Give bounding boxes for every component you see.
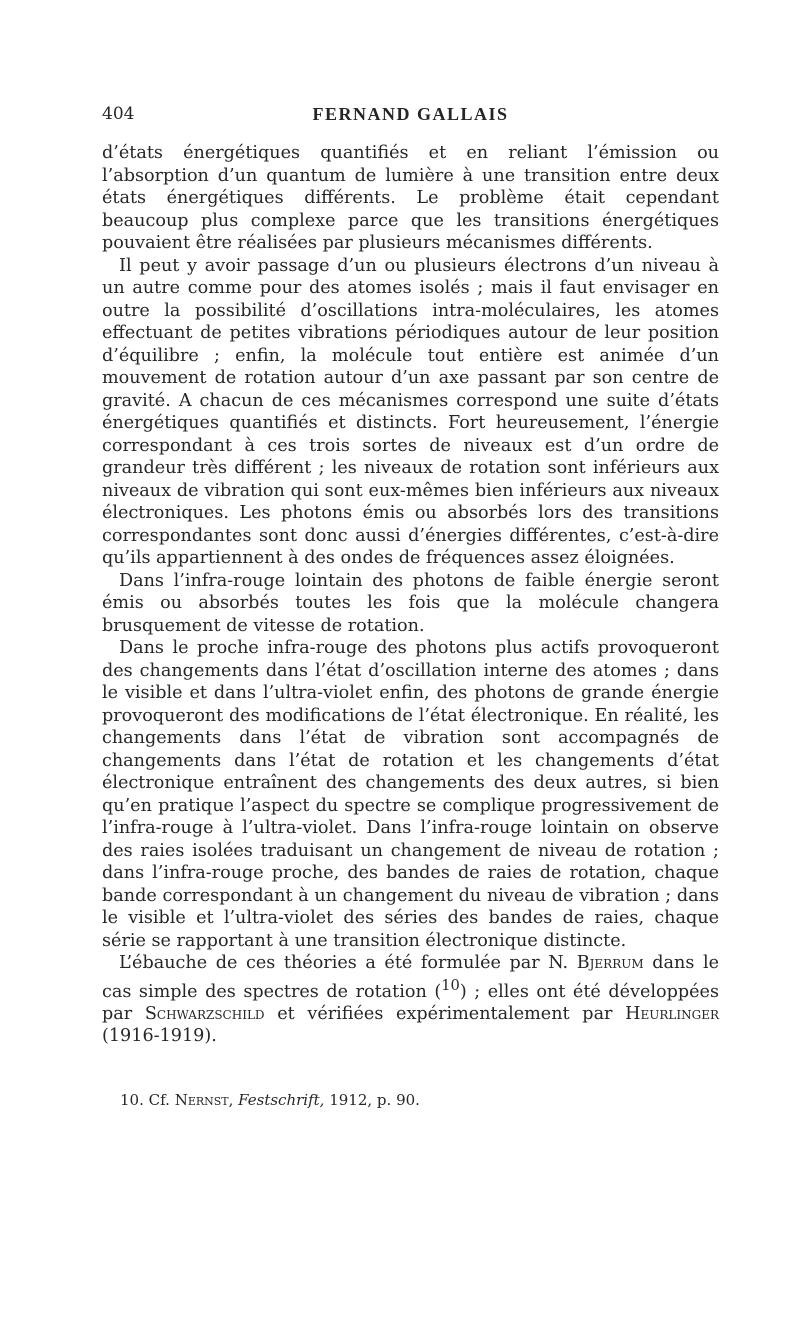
author-name-heurlinger: Heurlinger	[625, 1003, 719, 1024]
paragraph-5	[102, 952, 719, 1048]
paragraph-5-text-e: (1916-1919).	[102, 1026, 217, 1047]
footnote	[120, 1090, 720, 1110]
paragraph-5-text-b: dans le cas simple des spectres de rotation (	[102, 953, 719, 1002]
paragraph-5-text-a: L’ébauche de ces théories a été formulée par N.	[119, 953, 577, 973]
paragraph-4: Dans le proche infra-rouge des photons plus actifs provoqueront des changements dans l’état d’oscillation interne des atomes ; dans le visible et dans l’ultra-violet enfin, des photons de grande énergie provoqueront des modifications de l’état électronique. En réalité, les changements dans l’état de vibration sont accompagnés de changements dans l’état de rotation et les changements d’état électronique entraînent des changements des deux autres, si bien qu’en pratique l’aspect du spectre se complique progressivement de l’infra-rouge à l’ultra-violet. Dans l’infra-rouge lointain on observe des raies isolées traduisant un changement de niveau de rotation ; dans l’infra-rouge proche, des bandes de raies de rotation, chaque bande correspondant à un changement du niveau de vibration ; dans le visible et l’ultra-violet des séries des bandes de raies, chaque série se rapportant à une transition électronique distincte.	[102, 638, 719, 951]
paragraph-1: d’états énergétiques quantifiés et en reliant l’émission ou l’absorption d’un quantum de lumière à une transition entre deux états énergétiques différents. Le problème était cependant beaucoup plus complexe parce que les transitions énergétiques pouvaient être réalisées par plusieurs mécanismes différents.	[102, 143, 719, 253]
paragraph-5-text-c: ) ; elles ont été développées par	[102, 981, 719, 1024]
footnote-cf: Cf.	[148, 1091, 170, 1109]
page-number: 404	[102, 104, 135, 124]
body-text	[102, 142, 719, 1048]
author-name-bjerrum: Bjerrum	[576, 953, 644, 973]
footnote-title: Festschrift,	[238, 1091, 325, 1109]
footnote-author: Nernst,	[174, 1091, 234, 1109]
author-name-schwarzschild: Schwarzschild	[144, 1003, 265, 1024]
paragraph-5-text-d: et vérifiées expérimentalement par	[264, 1003, 626, 1024]
paragraph-3: Dans l’infra-rouge lointain des photons de faible énergie seront émis ou absorbés toutes les fois que la molécule changera brusquement de vitesse de rotation.	[102, 570, 719, 636]
page-header	[102, 104, 719, 132]
footnote-number: 10.	[120, 1091, 144, 1109]
running-title: FERNAND GALLAIS	[312, 104, 509, 124]
footnote-details: 1912, p. 90.	[329, 1091, 420, 1109]
footnote-reference: 10	[441, 976, 460, 994]
paragraph-2: Il peut y avoir passage d’un ou plusieurs électrons d’un niveau à un autre comme pour des atomes isolés ; mais il faut envisager en outre la possibilité d’oscillations intra-moléculaires, les atomes effectuant de petites vibrations périodiques autour de leur position d’équilibre ; enfin, la molécule tout entière est animée d’un mouvement de rotation autour d’un axe passant par son centre de gravité. A chacun de ces mécanismes correspond une suite d’états énergétiques quantifiés et distincts. Fort heureusement, l’énergie correspondant à ces trois sortes de niveaux est d’un ordre de grandeur très différent ; les niveaux de rotation sont inférieurs aux niveaux de vibration qui sont eux-mêmes bien inférieurs aux niveaux électroniques. Les photons émis ou absorbés lors des transitions correspondantes sont donc aussi d’énergies différentes, c’est-à-dire qu’ils appartiennent à des ondes de fréquences assez éloignées.	[102, 255, 719, 568]
